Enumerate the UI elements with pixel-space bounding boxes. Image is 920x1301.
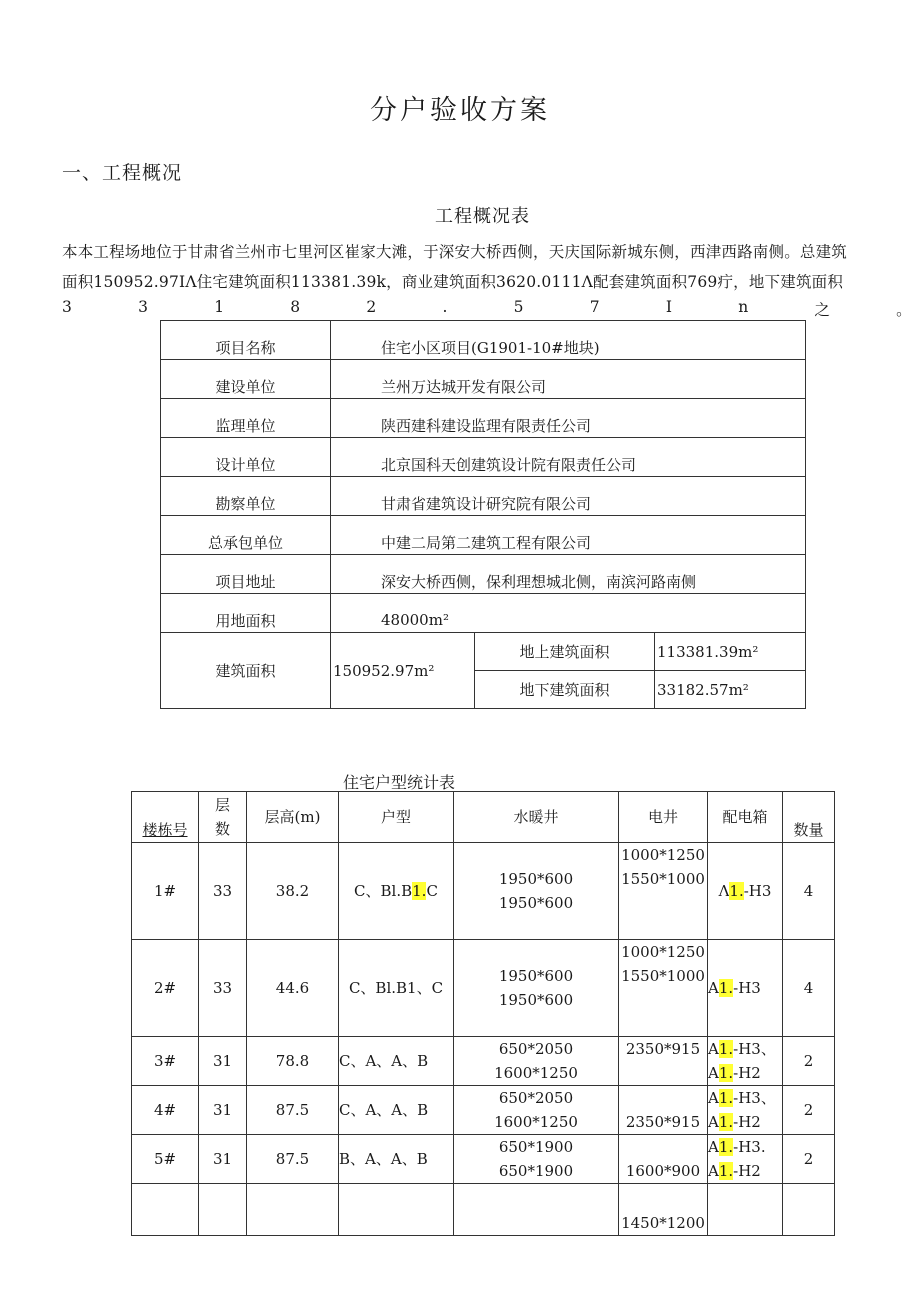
unit-type-stats-table	[131, 791, 835, 1236]
table-row	[132, 1086, 835, 1135]
below-ground-label: 地下建筑面积	[475, 671, 655, 709]
table-row	[132, 1037, 835, 1086]
cell-water: 1950*600 1950*600	[454, 843, 619, 940]
row-label: 设计单位	[161, 438, 331, 477]
row-label: 总承包单位	[161, 516, 331, 555]
paragraph-char: 2	[366, 298, 377, 316]
cell-building: 2#	[132, 940, 199, 1037]
cell-height: 38.2	[247, 843, 339, 940]
row-label: 用地面积	[161, 594, 331, 633]
cell-water: 1950*600 1950*600	[454, 940, 619, 1037]
cell-elec: 1000*1250 1550*1000	[619, 940, 708, 1037]
row-label: 监理单位	[161, 399, 331, 438]
row-value: 住宅小区项目(G1901-10#地块)	[331, 321, 806, 360]
cell-building: 3#	[132, 1037, 199, 1086]
cell-type: B、A、A、B	[339, 1135, 454, 1184]
table-row	[161, 477, 806, 516]
paragraph-char: 5	[513, 298, 524, 316]
cell-box	[708, 1184, 783, 1236]
paragraph-char: n	[738, 298, 749, 316]
table-row	[132, 940, 835, 1037]
table-row	[161, 516, 806, 555]
overview-table-title: 工程概况表	[435, 206, 530, 227]
row-value: 深安大桥西侧，保利理想城北侧，南滨河路南侧	[331, 555, 806, 594]
stats-table-title: 住宅户型统计表	[343, 773, 456, 792]
table-row	[132, 1135, 835, 1184]
table-row	[161, 399, 806, 438]
paragraph-char: I	[665, 298, 673, 316]
paragraph-char: 3	[138, 298, 149, 316]
cell-count: 2	[783, 1086, 835, 1135]
cell-floors: 31	[199, 1086, 247, 1135]
cell-type: C、A、A、B	[339, 1086, 454, 1135]
cell-elec: 1450*1200	[619, 1184, 708, 1236]
row-label: 勘察单位	[161, 477, 331, 516]
row-label: 项目名称	[161, 321, 331, 360]
row-value: 中建二局第二建筑工程有限公司	[331, 516, 806, 555]
table-row	[161, 438, 806, 477]
header-water: 水暖井	[454, 792, 619, 843]
row-value: 陕西建科建设监理有限责任公司	[331, 399, 806, 438]
cell-count: 2	[783, 1037, 835, 1086]
row-label: 项目地址	[161, 555, 331, 594]
cell-type	[339, 1184, 454, 1236]
header-box: 配电箱	[708, 792, 783, 843]
row-label: 建设单位	[161, 360, 331, 399]
cell-type: C、A、A、B	[339, 1037, 454, 1086]
cell-box: A1.-H3、 A1.-H2	[708, 1086, 783, 1135]
above-ground-label: 地上建筑面积	[475, 633, 655, 671]
header-elec: 电井	[619, 792, 708, 843]
cell-building: 1#	[132, 843, 199, 940]
paragraph-line-2: 面积150952.97ΙΛ住宅建筑面积113381.39k，商业建筑面积3620.0111Λ配套建筑面积769疔，地下建筑面积	[62, 273, 844, 291]
cell-count: 2	[783, 1135, 835, 1184]
cell-floors: 31	[199, 1037, 247, 1086]
cell-floors: 31	[199, 1135, 247, 1184]
cell-count	[783, 1184, 835, 1236]
cell-water: 650*2050 1600*1250	[454, 1086, 619, 1135]
cell-type: C、Bl.B1.C	[339, 843, 454, 940]
table-row	[161, 360, 806, 399]
cell-elec: 1000*1250 1550*1000	[619, 843, 708, 940]
header-height: 层高(m)	[247, 792, 339, 843]
below-ground-value: 33182.57m²	[655, 671, 806, 709]
cell-box: A1.-H3	[708, 940, 783, 1037]
paragraph-line-1: 本本工程场地位于甘肃省兰州市七里河区崔家大滩，于深安大桥西侧，天庆国际新城东侧，西津西路南侧。总建筑	[62, 243, 848, 261]
cell-elec: 1600*900	[619, 1135, 708, 1184]
row-value: 48000m²	[331, 594, 806, 633]
header-row	[132, 792, 835, 843]
table-row	[161, 594, 806, 633]
cell-building: 5#	[132, 1135, 199, 1184]
header-building: 楼栋号	[132, 792, 199, 843]
table-row	[132, 843, 835, 940]
paragraph-line-3	[62, 298, 912, 320]
cell-water: 650*1900 650*1900	[454, 1135, 619, 1184]
cell-water: 650*2050 1600*1250	[454, 1037, 619, 1086]
cell-height	[247, 1184, 339, 1236]
cell-box: A1.-H3、 A1.-H2	[708, 1037, 783, 1086]
row-value: 兰州万达城开发有限公司	[331, 360, 806, 399]
cell-elec: 2350*915	[619, 1037, 708, 1086]
cell-box: Λ1.-H3	[708, 843, 783, 940]
cell-building: 4#	[132, 1086, 199, 1135]
cell-box: A1.-H3. A1.-H2	[708, 1135, 783, 1184]
cell-floors: 33	[199, 843, 247, 940]
header-floors: 层 数	[199, 792, 247, 843]
cell-count: 4	[783, 843, 835, 940]
cell-water	[454, 1184, 619, 1236]
area-label: 建筑面积	[161, 633, 331, 709]
cell-height: 87.5	[247, 1135, 339, 1184]
paragraph-char: 8	[290, 298, 301, 316]
cell-type: C、Bl.B1、C	[339, 940, 454, 1037]
table-row	[132, 1184, 835, 1236]
header-type: 户型	[339, 792, 454, 843]
paragraph-char: 之	[814, 301, 831, 319]
above-ground-value: 113381.39m²	[655, 633, 806, 671]
area-total: 150952.97m²	[331, 633, 475, 709]
paragraph-char: 7	[589, 298, 600, 316]
cell-height: 87.5	[247, 1086, 339, 1135]
paragraph-char: 。	[896, 301, 912, 319]
table-row	[161, 555, 806, 594]
row-value: 北京国科天创建筑设计院有限责任公司	[331, 438, 806, 477]
table-row	[161, 321, 806, 360]
document-title: 分户验收方案	[370, 95, 550, 126]
paragraph-char: 1	[214, 298, 225, 316]
project-overview-table	[160, 320, 806, 709]
row-value: 甘肃省建筑设计研究院有限公司	[331, 477, 806, 516]
cell-count: 4	[783, 940, 835, 1037]
cell-elec: 2350*915	[619, 1086, 708, 1135]
cell-height: 78.8	[247, 1037, 339, 1086]
cell-floors: 33	[199, 940, 247, 1037]
cell-height: 44.6	[247, 940, 339, 1037]
header-count: 数量	[783, 792, 835, 843]
cell-floors	[199, 1184, 247, 1236]
paragraph-char: 3	[62, 298, 73, 316]
table-row	[161, 633, 806, 671]
section-heading: 一、工程概况	[62, 162, 183, 184]
paragraph-char: .	[442, 298, 448, 316]
cell-building	[132, 1184, 199, 1236]
